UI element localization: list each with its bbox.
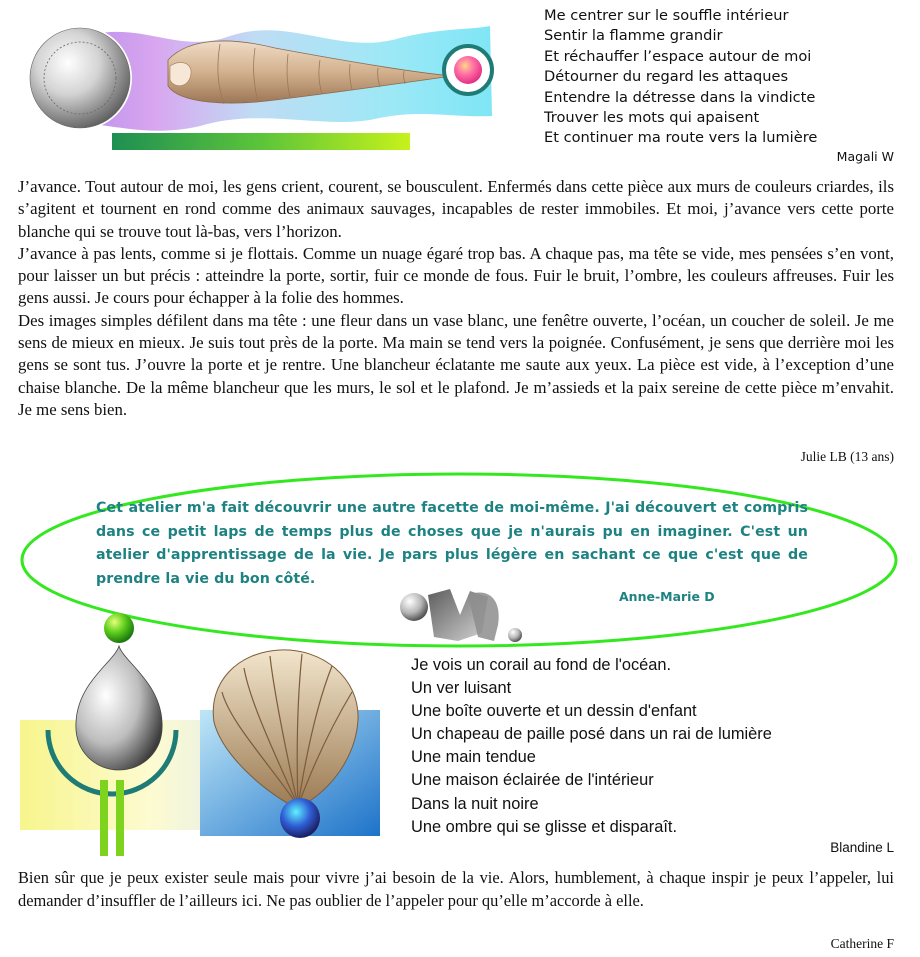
- author-catherine: Catherine F: [830, 936, 894, 951]
- poem-magali: [544, 6, 904, 149]
- author-magali: Magali W: [836, 149, 894, 164]
- poem-line: Une main tendue: [411, 748, 536, 767]
- poem-line: Dans la nuit noire: [411, 794, 539, 813]
- poem-line: Une boîte ouverte et un dessin d'enfant: [411, 702, 697, 721]
- prose-paragraph: J’avance. Tout autour de moi, les gens crient, courent, se bousculent. Enfermés dans cette pièce aux murs de couleurs criardes, ils s’agitent et tournent en rond comme des animaux sauvages, incapables de rester immobiles. Et moi, j’avance vers cette porte blanche qui se trouve tout là-bas, vers l’horizon.: [18, 177, 894, 241]
- grey-sculpture-illustration: [398, 585, 530, 647]
- poem-line: Détourner du regard les attaques: [544, 68, 789, 86]
- poem-line: Un chapeau de paille posé dans un rai de lumière: [411, 725, 772, 744]
- poem-line: Entendre la détresse dans la vindicte: [544, 88, 816, 106]
- drop-shell-illustration: [18, 612, 390, 860]
- prose-paragraph: J’avance à pas lents, comme si je flottais. Comme un nuage égaré trop bas. A chaque pas, ma tête se vide, mes pensées s’en vont, pour laisser un but précis : atteindre la porte, sortir, fuir ce monde de fous. Fuir le bruit, l’ombre, les couleurs affreuses. Fuir les gens aussi. Je cours pour échapper à la folie des hommes.: [18, 243, 894, 308]
- poem-line: Me centrer sur le souffle intérieur: [544, 7, 789, 24]
- poem-blandine: [411, 654, 881, 839]
- poem-line: Trouver les mots qui apaisent: [544, 109, 760, 127]
- author-julie: Julie LB (13 ans): [800, 449, 894, 464]
- poem-line: Sentir la flamme grandir: [544, 27, 723, 45]
- author-blandine: Blandine L: [830, 840, 894, 855]
- prose-catherine: Bien sûr que je peux exister seule mais pour vivre j’ai besoin de la vie. Alors, humblement, à chaque inspir je peux l’appeler, lui demander d’insuffler de l’ailleurs ici. Ne pas oublier de l’appeler pour qu’elle m’accorde à elle.: [18, 868, 894, 910]
- poem-line: Et continuer ma route vers la lumière: [544, 129, 818, 147]
- author-anne-marie: Anne-Marie D: [619, 589, 715, 604]
- poem-line: Une maison éclairée de l'intérieur: [411, 771, 654, 790]
- testimonial-quote: Cet atelier m'a fait découvrir une autre facette de moi-même. J'ai découvert et compris dans ce petit laps de temps plus de choses que je n'aurais pu en imaginer. C'est un atelier d'apprentissage de la vie. Je pars plus légère en sachant ce que c'est que de prendre la vie du bon côté.: [96, 500, 808, 587]
- poem-line: Un ver luisant: [411, 679, 512, 698]
- poem-line: Et réchauffer l’espace autour de moi: [544, 47, 812, 65]
- prose-paragraph: Des images simples défilent dans ma tête : une fleur dans un vase blanc, une fenêtre ouverte, l’océan, un coucher de soleil. Je me sens de mieux en mieux. Je suis tout près de la porte. Ma main se tend vers la poignée. Confusément, je sens que derrière moi les gens se sont tus. J’ouvre la porte et je rentre. Une blancheur éclatante me saute aux yeux. La pièce est vide, à l’exception d’une chaise blanche. De la même blancheur que les murs, le sol et le plafond. Je m’assieds et la paix sereine de cette pièce m’envahit. Je me sens bien.: [18, 310, 894, 419]
- poem-line: Une ombre qui se glisse et disparaît.: [411, 817, 678, 836]
- prose-julie: [18, 176, 894, 421]
- shell-orb-illustration: [20, 8, 520, 158]
- poem-line: Je vois un corail au fond de l'océan.: [411, 656, 672, 674]
